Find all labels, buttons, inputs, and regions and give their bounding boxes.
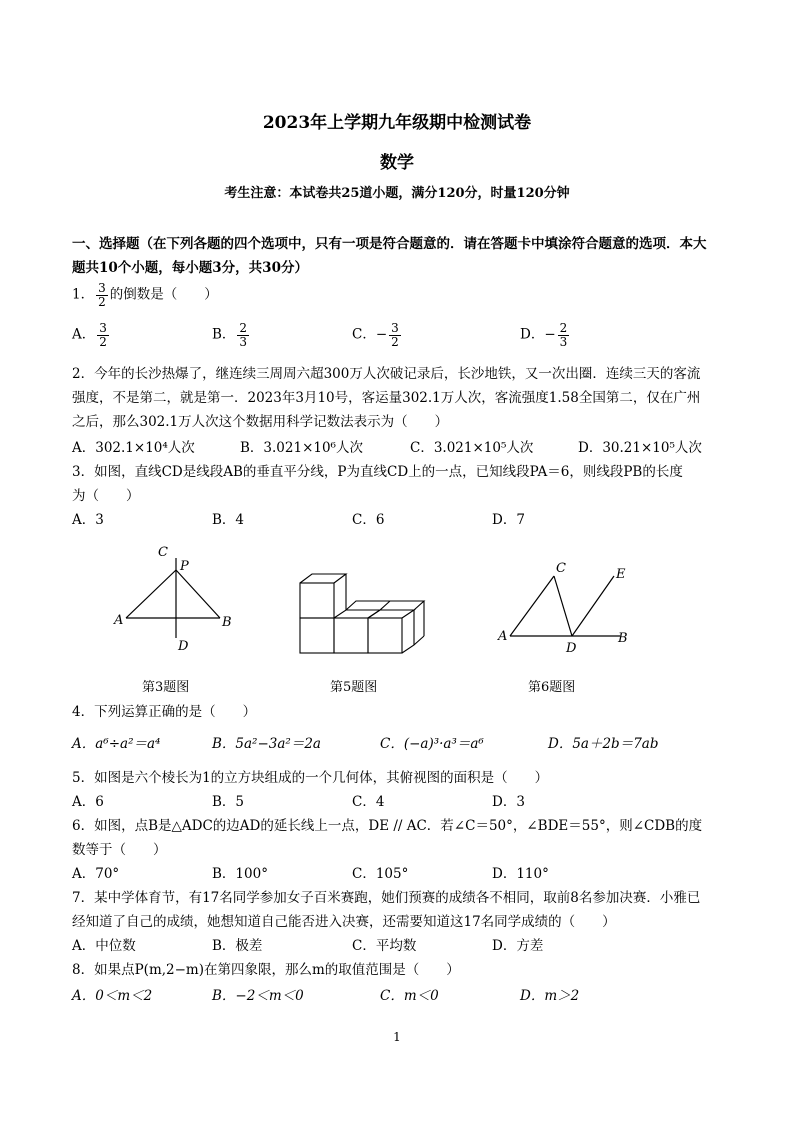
segment-pb bbox=[176, 570, 220, 618]
q4-option-d: D．5a＋2b＝7ab bbox=[548, 736, 659, 752]
q1-number: 1． bbox=[72, 286, 95, 303]
fig3-label-p: P bbox=[180, 559, 189, 574]
q6-option-b: B．100° bbox=[212, 866, 268, 882]
q7-line1: 7．某中学体育节，有17名同学参加女子百米赛跑，她们预赛的成绩各不相同，取前8名参加决赛．小雅已 bbox=[72, 890, 701, 906]
q3-line2: 为（ ） bbox=[72, 488, 140, 504]
fig3-label-d: D bbox=[178, 639, 189, 654]
q2-line3: 之后，那么302.1万人次这个数据用科学记数法表示为（ ） bbox=[72, 414, 449, 430]
q8-option-b: B．−2＜m＜0 bbox=[212, 988, 304, 1004]
section-heading-line2: 题共10个小题，每小题3分，共30分） bbox=[72, 260, 308, 276]
figure-6 bbox=[494, 560, 644, 660]
q4-option-b: B．5a²−3a²＝2a bbox=[212, 736, 321, 752]
fig6-label-d: D bbox=[566, 641, 577, 656]
q2-line2: 强度，不是第二，就是第一．2023年3月10号，客运量302.1万人次，客流强度1.58全国第二，仅在广州 bbox=[72, 390, 701, 406]
segment-pa bbox=[126, 570, 176, 618]
fig5-caption: 第5题图 bbox=[330, 680, 378, 695]
q4-stem: 4．下列运算正确的是（ ） bbox=[72, 704, 257, 720]
segment-ac bbox=[510, 576, 554, 636]
fig6-label-e: E bbox=[616, 567, 626, 582]
exam-subject: 数学 bbox=[380, 153, 414, 173]
section-heading-line1: 一、选择题（在下列各题的四个选项中，只有一项是符合题意的．请在答题卡中填涂符合题意的选项．本大 bbox=[72, 236, 707, 252]
q5-stem: 5．如图是六个棱长为1的立方块组成的一个几何体，其俯视图的面积是（ ） bbox=[72, 770, 549, 786]
q6-option-d: D．110° bbox=[492, 866, 549, 882]
fig6-label-c: C bbox=[556, 561, 566, 576]
question-1-stem bbox=[72, 282, 218, 308]
page-number: 1 bbox=[393, 1030, 401, 1044]
q5-option-a: A．6 bbox=[72, 794, 104, 810]
q3-line1: 3．如图，直线CD是线段AB的垂直平分线，P为直线CD上的一点，已知线段PA＝6，则线段PB的长度 bbox=[72, 464, 683, 480]
q1-option-d: D．− $\frac{2}{3}$ bbox=[520, 321, 568, 349]
q3-option-a: A．3 bbox=[72, 512, 104, 528]
q7-option-b: B．极差 bbox=[212, 938, 263, 954]
q2-line1: 2．今年的长沙热爆了，继连续三周周六超300万人次破记录后，长沙地铁，又一次出圈．连续三天的客流 bbox=[72, 366, 701, 382]
q4-option-a: A．a⁶÷a²＝a⁴ bbox=[72, 736, 161, 752]
q5-option-c: C．4 bbox=[352, 794, 385, 810]
q8-stem: 8．如果点P(m,2−m)在第四象限，那么m的取值范围是（ ） bbox=[72, 962, 460, 978]
exam-title: 2023年上学期九年级期中检测试卷 bbox=[262, 113, 532, 133]
fig3-caption: 第3题图 bbox=[142, 680, 190, 695]
q6-line1: 6．如图，点B是△ADC的边AD的延长线上一点，DE // AC．若∠C＝50°，∠BDE＝55°，则∠CDB的度 bbox=[72, 818, 703, 834]
q3-option-c: C．6 bbox=[352, 512, 385, 528]
q6-option-c: C．105° bbox=[352, 866, 409, 882]
q1-fraction: $\frac{3}{2}$ bbox=[98, 281, 106, 309]
q7-option-d: D．方差 bbox=[492, 938, 544, 954]
q7-option-a: A．中位数 bbox=[72, 938, 136, 954]
q7-line2: 经知道了自己的成绩，她想知道自己能否进入决赛，还需要知道这17名同学成绩的（ ） bbox=[72, 914, 616, 930]
q8-option-c: C．m＜0 bbox=[380, 988, 439, 1004]
fig6-label-b: B bbox=[618, 631, 628, 646]
q2-option-a: A．302.1×10⁴人次 bbox=[72, 440, 195, 456]
segment-de bbox=[572, 576, 614, 636]
q2-option-c: C．3.021×10⁵人次 bbox=[410, 440, 534, 456]
fig6-caption: 第6题图 bbox=[528, 680, 576, 695]
q3-option-b: B．4 bbox=[212, 512, 245, 528]
fig3-label-b: B bbox=[222, 615, 232, 630]
q8-option-d: D．m＞2 bbox=[520, 988, 580, 1004]
figure-3 bbox=[100, 540, 250, 655]
q7-option-c: C．平均数 bbox=[352, 938, 417, 954]
fig6-label-a: A bbox=[498, 629, 508, 644]
figure-5 bbox=[290, 570, 440, 660]
q6-line2: 数等于（ ） bbox=[72, 842, 167, 858]
q8-option-a: A．0＜m＜2 bbox=[72, 988, 153, 1004]
q5-option-d: D．3 bbox=[492, 794, 525, 810]
fig3-label-a: A bbox=[114, 613, 124, 628]
q1-option-a: A． $\frac{3}{2}$ bbox=[72, 321, 107, 349]
fig3-label-c: C bbox=[158, 545, 168, 560]
q6-option-a: A．70° bbox=[72, 866, 120, 882]
q2-option-b: B．3.021×10⁶人次 bbox=[240, 440, 363, 456]
q1-option-b: B． $\frac{2}{3}$ bbox=[212, 321, 248, 349]
q1-option-c: C．− $\frac{3}{2}$ bbox=[352, 321, 399, 349]
exam-notice: 考生注意：本试卷共25道小题，满分120分，时量120分钟 bbox=[224, 186, 570, 201]
q5-option-b: B．5 bbox=[212, 794, 245, 810]
q2-option-d: D．30.21×10⁵人次 bbox=[578, 440, 702, 456]
segment-cd bbox=[554, 576, 572, 636]
q3-option-d: D．7 bbox=[492, 512, 525, 528]
q4-option-c: C．(−a)³·a³＝a⁶ bbox=[380, 736, 484, 752]
q1-stem-text: 的倒数是（ ） bbox=[109, 286, 218, 303]
